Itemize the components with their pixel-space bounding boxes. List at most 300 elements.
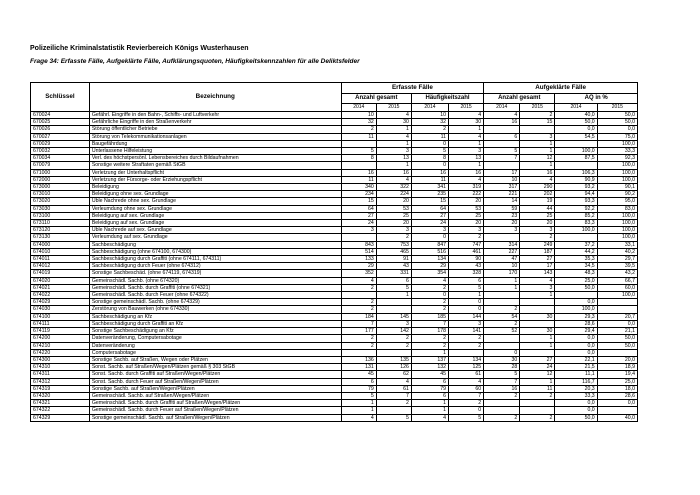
cell-aq-2015: 0,0	[597, 400, 637, 407]
cell-bezeichnung: Gemeinschädl. Sachb. durch Feuer auf Straßen/Wegen/Plätzen	[89, 407, 341, 414]
cell-schluessel: 674011	[31, 256, 90, 263]
table-row	[31, 227, 638, 234]
cell-schluessel: 670029	[31, 140, 90, 147]
cell-hz-2014: 185	[411, 313, 448, 320]
cell-schluessel: 674220	[31, 349, 90, 356]
cell-schluessel: 674111	[31, 320, 90, 327]
cell-aufgeklaert-2015: 1	[520, 378, 555, 385]
cell-schluessel: 674000	[31, 241, 90, 248]
cell-aufgeklaert-2014: 1	[484, 284, 520, 291]
cell-hz-2014: 137	[411, 356, 448, 363]
cell-aq-2015: 100,0	[597, 227, 637, 234]
cell-aq-2015	[597, 407, 637, 414]
cell-schluessel: 670026	[31, 126, 90, 133]
header-year: 2015	[376, 104, 411, 112]
cell-hz-2015: 3	[449, 227, 484, 234]
cell-aufgeklaert-2015: 16	[520, 169, 555, 176]
cell-aufgeklaert-2015: 1	[520, 148, 555, 155]
cell-erfasst-2015: 4	[376, 176, 411, 183]
header-aufgeklaerte-faelle: Aufgeklärte Fälle	[484, 83, 638, 94]
cell-aufgeklaert-2015: 2	[520, 414, 555, 421]
cell-hz-2015: 2	[449, 335, 484, 342]
cell-aufgeklaert-2014	[484, 162, 520, 169]
cell-hz-2015: 3	[449, 148, 484, 155]
header-year: 2015	[520, 104, 555, 112]
cell-aufgeklaert-2015	[520, 407, 555, 414]
cell-aq-2014: 20,3	[555, 385, 597, 392]
table-row	[31, 198, 638, 205]
cell-bezeichnung: Sonst. Sachb. auf Straßen/Wegen/Plätzen gemäß § 303 StGB	[89, 364, 341, 371]
cell-hz-2015	[449, 349, 484, 356]
cell-bezeichnung: Gemeinschädl. Sachb. durch Feuer (ohne 674322)	[89, 292, 341, 299]
cell-bezeichnung: Üble Nachrede ohne sex. Grundlage	[89, 198, 341, 205]
cell-hz-2015: 4	[449, 112, 484, 119]
cell-aq-2015: 100,0	[597, 169, 637, 176]
table-row	[31, 313, 638, 320]
table-row	[31, 212, 638, 219]
cell-aufgeklaert-2014	[484, 299, 520, 306]
cell-bezeichnung: Sonstige Sachb. auf Straßen/Wegen/Plätzen	[89, 385, 341, 392]
cell-schluessel: 674300	[31, 356, 90, 363]
cell-aq-2014	[555, 292, 597, 299]
cell-bezeichnung: Unterlassene Hilfeleistung	[89, 148, 341, 155]
cell-bezeichnung: Sachbeschädigung durch Graffiti an Kfz	[89, 320, 341, 327]
cell-aq-2015: 40,2	[597, 248, 637, 255]
cell-hz-2014: 178	[411, 328, 448, 335]
cell-aq-2014: 87,5	[555, 155, 597, 162]
cell-erfasst-2014: 8	[341, 155, 376, 162]
cell-schluessel: 670027	[31, 133, 90, 140]
cell-schluessel: 674311	[31, 371, 90, 378]
cell-aq-2014: 85,2	[555, 212, 597, 219]
cell-aufgeklaert-2014: 52	[484, 328, 520, 335]
cell-hz-2015: 1	[449, 126, 484, 133]
cell-aq-2015: 39,5	[597, 263, 637, 270]
cell-aq-2014: 29,4	[555, 328, 597, 335]
cell-bezeichnung: Gefährl. Eingriffe in den Bahn-, Schiffs- und Luftverkehr	[89, 112, 341, 119]
cell-schluessel: 670025	[31, 119, 90, 126]
cell-aufgeklaert-2014: 2	[484, 306, 520, 313]
cell-erfasst-2015: 2	[376, 335, 411, 342]
cell-aq-2014: 33,3	[555, 392, 597, 399]
table-row	[31, 133, 638, 140]
cell-aufgeklaert-2015: 27	[520, 356, 555, 363]
table-row	[31, 148, 638, 155]
table-row	[31, 392, 638, 399]
header-bezeichnung: Bezeichnung	[89, 83, 341, 112]
cell-aq-2014: 100,0	[555, 306, 597, 313]
cell-aufgeklaert-2014: 54	[484, 313, 520, 320]
cell-erfasst-2015: 1	[376, 292, 411, 299]
cell-aufgeklaert-2014: 314	[484, 241, 520, 248]
table-row	[31, 407, 638, 414]
cell-aq-2015: 50,0	[597, 335, 637, 342]
cell-hz-2015: 5	[449, 284, 484, 291]
statistics-table	[30, 82, 638, 422]
cell-aq-2014: 0,0	[555, 400, 597, 407]
cell-bezeichnung: Störung von Telekommunikationsanlagen	[89, 133, 341, 140]
cell-aufgeklaert-2015: 3	[520, 284, 555, 291]
cell-aq-2015: 28,6	[597, 392, 637, 399]
cell-erfasst-2015: 5	[376, 414, 411, 421]
cell-aq-2015: 92,3	[597, 155, 637, 162]
cell-schluessel: 670032	[31, 148, 90, 155]
cell-erfasst-2015: 43	[376, 263, 411, 270]
cell-aq-2014: 50,0	[555, 119, 597, 126]
cell-aq-2015: 18,9	[597, 364, 637, 371]
cell-aq-2014: 29,3	[555, 313, 597, 320]
header-year: 2014	[341, 104, 376, 112]
cell-aufgeklaert-2015: 25	[520, 212, 555, 219]
cell-erfasst-2015: 2	[376, 342, 411, 349]
cell-schluessel: 672000	[31, 176, 90, 183]
cell-hz-2014: 354	[411, 270, 448, 277]
cell-aufgeklaert-2014: 227	[484, 248, 520, 255]
cell-aq-2014: 83,3	[555, 220, 597, 227]
cell-aq-2015: 0,0	[597, 320, 637, 327]
cell-aq-2015: 100,0	[597, 176, 637, 183]
cell-bezeichnung: Verleumdung auf sex. Grundlage	[89, 234, 341, 241]
cell-aq-2014: 44,2	[555, 248, 597, 255]
cell-erfasst-2014: 2	[341, 284, 376, 291]
cell-hz-2014: 1	[411, 407, 448, 414]
cell-aufgeklaert-2015: 11	[520, 385, 555, 392]
cell-bezeichnung: Üble Nachrede auf sex. Grundlage	[89, 227, 341, 234]
cell-erfasst-2014: 2	[341, 306, 376, 313]
cell-bezeichnung: Gemeinschädl. Sachb. durch Graffiti (ohne 674321)	[89, 284, 341, 291]
header-year: 2014	[484, 104, 520, 112]
cell-bezeichnung: Beleidigung auf sex. Grundlage	[89, 212, 341, 219]
cell-aufgeklaert-2015: 290	[520, 184, 555, 191]
table-row	[31, 112, 638, 119]
cell-bezeichnung: Verleumdung ohne sex. Grundlage	[89, 205, 341, 212]
cell-hz-2015: 125	[449, 364, 484, 371]
cell-aq-2014: 92,2	[555, 205, 597, 212]
cell-schluessel: 674012	[31, 263, 90, 270]
cell-aufgeklaert-2014	[484, 335, 520, 342]
cell-erfasst-2015: 2	[376, 234, 411, 241]
cell-hz-2014: 2	[411, 126, 448, 133]
cell-aufgeklaert-2014: 59	[484, 205, 520, 212]
cell-aufgeklaert-2015: 24	[520, 364, 555, 371]
table-row	[31, 184, 638, 191]
cell-hz-2015: 13	[449, 155, 484, 162]
cell-aufgeklaert-2014	[484, 292, 520, 299]
header-anzahl-gesamt: Anzahl gesamt	[341, 94, 411, 104]
cell-aq-2014: 54,5	[555, 133, 597, 140]
cell-hz-2015: 7	[449, 392, 484, 399]
cell-aq-2014: 0,0	[555, 335, 597, 342]
cell-aq-2015: 33,1	[597, 241, 637, 248]
cell-aq-2015: 66,7	[597, 277, 637, 284]
cell-aufgeklaert-2015	[520, 126, 555, 133]
cell-hz-2014: 32	[411, 119, 448, 126]
cell-bezeichnung: Sonst. Sachb. durch Graffiti auf Straßen/Wegen/Plätzen	[89, 371, 341, 378]
cell-erfasst-2015: 25	[376, 212, 411, 219]
cell-hz-2014: 341	[411, 184, 448, 191]
cell-bezeichnung: Sonst. Sachb. durch Feuer auf Straßen/Wegen/Plätzen	[89, 378, 341, 385]
header-aq-percent: AQ in %	[555, 94, 638, 104]
table-row	[31, 205, 638, 212]
cell-hz-2015: 141	[449, 328, 484, 335]
cell-aufgeklaert-2014	[484, 140, 520, 147]
cell-hz-2015: 4	[449, 133, 484, 140]
cell-aufgeklaert-2014: 23	[484, 212, 520, 219]
header-erfasste-faelle: Erfasste Fälle	[341, 83, 483, 94]
cell-erfasst-2014: 352	[341, 270, 376, 277]
cell-erfasst-2014: 15	[341, 198, 376, 205]
cell-aufgeklaert-2014: 4	[484, 112, 520, 119]
cell-aq-2015: 100,0	[597, 292, 637, 299]
cell-erfasst-2015: 7	[376, 392, 411, 399]
cell-aq-2014: 0,0	[555, 126, 597, 133]
cell-schluessel: 674319	[31, 385, 90, 392]
cell-hz-2015: 2	[449, 234, 484, 241]
cell-aq-2015: 33,3	[597, 148, 637, 155]
cell-aq-2014: 35,3	[555, 256, 597, 263]
cell-aq-2014: 0,0	[555, 299, 597, 306]
cell-erfasst-2015: 16	[376, 169, 411, 176]
cell-bezeichnung: Datenveränderung	[89, 342, 341, 349]
cell-hz-2014: 4	[411, 414, 448, 421]
cell-hz-2015: 90	[449, 256, 484, 263]
cell-erfasst-2014: 340	[341, 184, 376, 191]
table-row	[31, 126, 638, 133]
table-row	[31, 241, 638, 248]
cell-aq-2015	[597, 299, 637, 306]
cell-aq-2015: 20,7	[597, 313, 637, 320]
cell-aufgeklaert-2015: 187	[520, 248, 555, 255]
table-row	[31, 292, 638, 299]
cell-hz-2015: 20	[449, 198, 484, 205]
table-row	[31, 119, 638, 126]
cell-aq-2014: 25,0	[555, 277, 597, 284]
cell-hz-2014: 8	[411, 155, 448, 162]
cell-erfasst-2015	[376, 349, 411, 356]
cell-aufgeklaert-2014: 2	[484, 414, 520, 421]
cell-hz-2015: 0	[449, 299, 484, 306]
cell-aufgeklaert-2014: 10	[484, 263, 520, 270]
cell-erfasst-2014: 4	[341, 277, 376, 284]
cell-bezeichnung: Beleidigung ohne sex. Grundlage	[89, 191, 341, 198]
cell-aufgeklaert-2015	[520, 306, 555, 313]
cell-aufgeklaert-2015	[520, 320, 555, 327]
cell-aufgeklaert-2015: 1	[520, 342, 555, 349]
cell-aufgeklaert-2015: 15	[520, 119, 555, 126]
table-row	[31, 169, 638, 176]
cell-erfasst-2014: 27	[341, 212, 376, 219]
header-year: 2014	[555, 104, 597, 112]
cell-hz-2015: 4	[449, 378, 484, 385]
table-row	[31, 385, 638, 392]
cell-aufgeklaert-2014: 10	[484, 176, 520, 183]
cell-erfasst-2015: 331	[376, 270, 411, 277]
cell-erfasst-2014: 1	[341, 407, 376, 414]
table-row	[31, 364, 638, 371]
cell-schluessel: 670024	[31, 112, 90, 119]
table-row	[31, 299, 638, 306]
cell-schluessel: 674321	[31, 400, 90, 407]
cell-aufgeklaert-2014: 47	[484, 256, 520, 263]
cell-erfasst-2014: 6	[341, 378, 376, 385]
table-body	[31, 112, 638, 422]
cell-schluessel: 674320	[31, 392, 90, 399]
cell-bezeichnung: Zerstörung von Bauwerken (ohne 674330)	[89, 306, 341, 313]
cell-erfasst-2014	[341, 234, 376, 241]
cell-hz-2014: 64	[411, 205, 448, 212]
cell-aq-2015: 100,0	[597, 220, 637, 227]
cell-erfasst-2015	[376, 407, 411, 414]
cell-schluessel: 673000	[31, 184, 90, 191]
cell-erfasst-2015: 62	[376, 371, 411, 378]
header-schluessel: Schlüssel	[31, 83, 90, 112]
cell-hz-2014: 134	[411, 256, 448, 263]
cell-aq-2015: 83,0	[597, 205, 637, 212]
cell-hz-2015: 1	[449, 162, 484, 169]
header-anzahl-gesamt-aufgeklaert: Anzahl gesamt	[484, 94, 555, 104]
cell-hz-2014: 10	[411, 112, 448, 119]
cell-aq-2015: 50,0	[597, 112, 637, 119]
cell-aufgeklaert-2014: 7	[484, 378, 520, 385]
cell-aq-2014: 94,4	[555, 191, 597, 198]
cell-schluessel: 674322	[31, 407, 90, 414]
cell-aufgeklaert-2014: 317	[484, 184, 520, 191]
cell-aq-2015: 60,0	[597, 284, 637, 291]
cell-schluessel: 673010	[31, 191, 90, 198]
cell-erfasst-2014	[341, 140, 376, 147]
cell-erfasst-2014: 3	[341, 227, 376, 234]
cell-hz-2014: 0	[411, 292, 448, 299]
cell-hz-2014: 2	[411, 306, 448, 313]
table-row	[31, 263, 638, 270]
cell-aq-2015: 75,0	[597, 133, 637, 140]
cell-bezeichnung: Baugefährdung	[89, 140, 341, 147]
cell-erfasst-2015: 6	[376, 277, 411, 284]
cell-erfasst-2015: 4	[376, 112, 411, 119]
cell-hz-2014: 11	[411, 133, 448, 140]
cell-aq-2015: 50,0	[597, 119, 637, 126]
cell-erfasst-2015: 1	[376, 162, 411, 169]
cell-bezeichnung: Gefährliche Eingriffe in den Straßenverkehr	[89, 119, 341, 126]
cell-erfasst-2014: 2	[341, 299, 376, 306]
cell-aufgeklaert-2014	[484, 126, 520, 133]
table-row	[31, 140, 638, 147]
cell-hz-2014: 11	[411, 176, 448, 183]
cell-aq-2015: 19,4	[597, 371, 637, 378]
cell-schluessel: 674310	[31, 364, 90, 371]
cell-aufgeklaert-2014: 0	[484, 349, 520, 356]
cell-erfasst-2014: 184	[341, 313, 376, 320]
cell-hz-2015: 60	[449, 385, 484, 392]
cell-hz-2014: 516	[411, 248, 448, 255]
cell-aufgeklaert-2014: 2	[484, 392, 520, 399]
cell-hz-2014: 45	[411, 371, 448, 378]
cell-hz-2014: 2	[411, 335, 448, 342]
cell-erfasst-2014: 131	[341, 364, 376, 371]
cell-hz-2015: 144	[449, 313, 484, 320]
cell-aq-2015	[597, 306, 637, 313]
cell-hz-2014: 16	[411, 169, 448, 176]
cell-erfasst-2015: 145	[376, 313, 411, 320]
cell-hz-2014: 847	[411, 241, 448, 248]
cell-erfasst-2014: 2	[341, 342, 376, 349]
cell-hz-2015: 4	[449, 176, 484, 183]
table-row	[31, 284, 638, 291]
cell-aufgeklaert-2015: 12	[520, 155, 555, 162]
cell-aq-2015: 43,2	[597, 270, 637, 277]
cell-erfasst-2014: 24	[341, 220, 376, 227]
table-row	[31, 378, 638, 385]
cell-aufgeklaert-2014: 20	[484, 220, 520, 227]
cell-aufgeklaert-2015: 202	[520, 191, 555, 198]
header-haeufigkeitszahl: Häufigkeitszahl	[411, 94, 483, 104]
cell-aufgeklaert-2015: 20	[520, 220, 555, 227]
cell-schluessel: 674119	[31, 328, 90, 335]
cell-erfasst-2015: 1	[376, 126, 411, 133]
cell-aufgeklaert-2015: 17	[520, 263, 555, 270]
table-row	[31, 176, 638, 183]
cell-aufgeklaert-2014: 1	[484, 277, 520, 284]
cell-hz-2015: 43	[449, 263, 484, 270]
cell-aufgeklaert-2015: 44	[520, 205, 555, 212]
cell-bezeichnung: Verletzung der Unterhaltspflicht	[89, 169, 341, 176]
cell-aq-2014: 21,5	[555, 364, 597, 371]
cell-hz-2014: 6	[411, 392, 448, 399]
cell-aufgeklaert-2015: 1	[520, 335, 555, 342]
cell-erfasst-2015: 13	[376, 155, 411, 162]
cell-schluessel: 674010	[31, 248, 90, 255]
cell-hz-2014: 2	[411, 284, 448, 291]
cell-erfasst-2014: 2	[341, 335, 376, 342]
cell-aq-2014: 100,0	[555, 227, 597, 234]
cell-aufgeklaert-2014: 6	[484, 133, 520, 140]
cell-bezeichnung: Gemeinschädl. Sachb. auf Straßen/Wegen/Plätzen	[89, 392, 341, 399]
cell-aufgeklaert-2014: 2	[484, 320, 520, 327]
cell-hz-2015: 461	[449, 248, 484, 255]
cell-aufgeklaert-2014: 30	[484, 356, 520, 363]
cell-schluessel: 674200	[31, 335, 90, 342]
cell-bezeichnung: Sachbeschädigung durch Feuer (ohne 674312)	[89, 263, 341, 270]
cell-aq-2014: 40,0	[555, 112, 597, 119]
cell-aq-2014	[555, 162, 597, 169]
cell-aq-2015: 29,7	[597, 256, 637, 263]
cell-hz-2015: 1	[449, 292, 484, 299]
cell-erfasst-2014: 5	[341, 392, 376, 399]
cell-erfasst-2014	[341, 349, 376, 356]
cell-aq-2014: 116,7	[555, 378, 597, 385]
cell-erfasst-2015: 30	[376, 119, 411, 126]
cell-erfasst-2015: 224	[376, 191, 411, 198]
cell-bezeichnung: Verl. des höchstpersönl. Lebensbereiches durch Bildaufnahmen	[89, 155, 341, 162]
cell-aq-2015: 95,0	[597, 198, 637, 205]
cell-aufgeklaert-2015: 2	[520, 234, 555, 241]
cell-aufgeklaert-2015: 143	[520, 270, 555, 277]
cell-erfasst-2015: 126	[376, 364, 411, 371]
cell-bezeichnung: Störung öffentlicher Betriebe	[89, 126, 341, 133]
cell-aq-2015: 25,0	[597, 378, 637, 385]
cell-aq-2014	[555, 140, 597, 147]
cell-bezeichnung: Sachbeschädigung an Kfz	[89, 313, 341, 320]
cell-erfasst-2015: 3	[376, 148, 411, 155]
cell-bezeichnung: Sonstige gemeinschädl. Sachb. auf Straßen/Wegen/Plätzen	[89, 414, 341, 421]
cell-schluessel: 674030	[31, 306, 90, 313]
cell-erfasst-2014: 234	[341, 191, 376, 198]
cell-aq-2014: 50,0	[555, 284, 597, 291]
cell-hz-2015: 134	[449, 356, 484, 363]
cell-hz-2015: 328	[449, 270, 484, 277]
cell-schluessel: 673110	[31, 220, 90, 227]
cell-erfasst-2015: 3	[376, 320, 411, 327]
